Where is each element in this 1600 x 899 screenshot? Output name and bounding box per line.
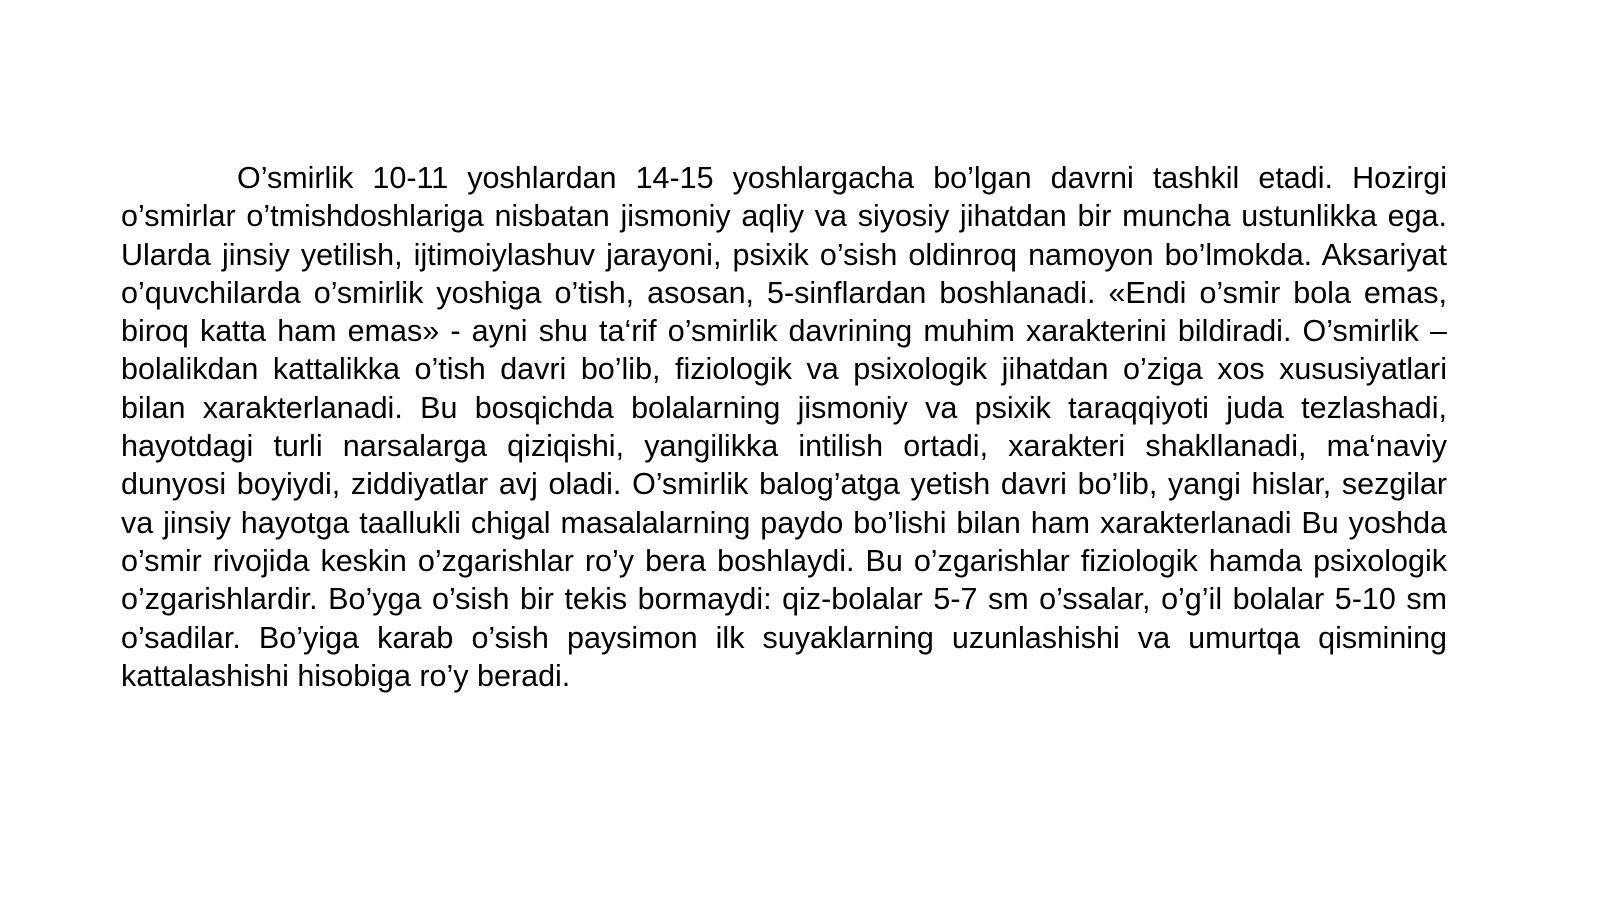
body-paragraph: O’smirlik 10-11 yoshlardan 14-15 yoshlargacha bo’lgan davrni tashkil etadi. Hozirgi o’smirlar o’tmishdoshlariga nisbatan jismoniy aqliy va siyosiy jihatdan bir muncha ustunlikka ega. Ularda jinsiy yetilish, ijtimoiylashuv jarayoni, psixik o’sish oldinroq namoyon bo’lmokda. Aksariyat o’quvchilarda o’smirlik yoshiga o’tish, asosan, 5-sinflardan boshlanadi. «Endi o’smir bola emas, biroq katta ham emas» - ayni shu ta‘rif o’smirlik davrining muhim xarakterini bildiradi. O’smirlik – bolalikdan kattalikka o’tish davri bo’lib, fiziologik va psixologik jihatdan o’ziga xos xususiyatlari bilan xarakterlanadi. Bu bosqichda bolalarning jismoniy va psixik taraqqiyoti juda tezlashadi, hayotdagi turli narsalarga qiziqishi, yangilikka intilish ortadi, xarakteri shakllanadi, ma‘naviy dunyosi boyiydi, ziddiyatlar avj oladi. O’smirlik balog’atga yetish davri bo’lib, yangi hislar, sezgilar va jinsiy hayotga taallukli chigal masalalarning paydo bo’lishi bilan ham xarakterlanadi Bu yoshda o’smir rivojida keskin o’zgarishlar ro’y bera boshlaydi. Bu o’zgarishlar fiziologik hamda psixologik o’zgarishlardir. Bo’yga o’sish bir tekis bormaydi: qiz-bolalar 5-7 sm o’ssalar, o’g’il bolalar 5-10 sm o’sadilar. Bo’yiga karab o’sish paysimon ilk suyaklarning uzunlashishi va umurtqa qismining kattalashishi hisobiga ro’y beradi.	[121, 161, 1447, 693]
